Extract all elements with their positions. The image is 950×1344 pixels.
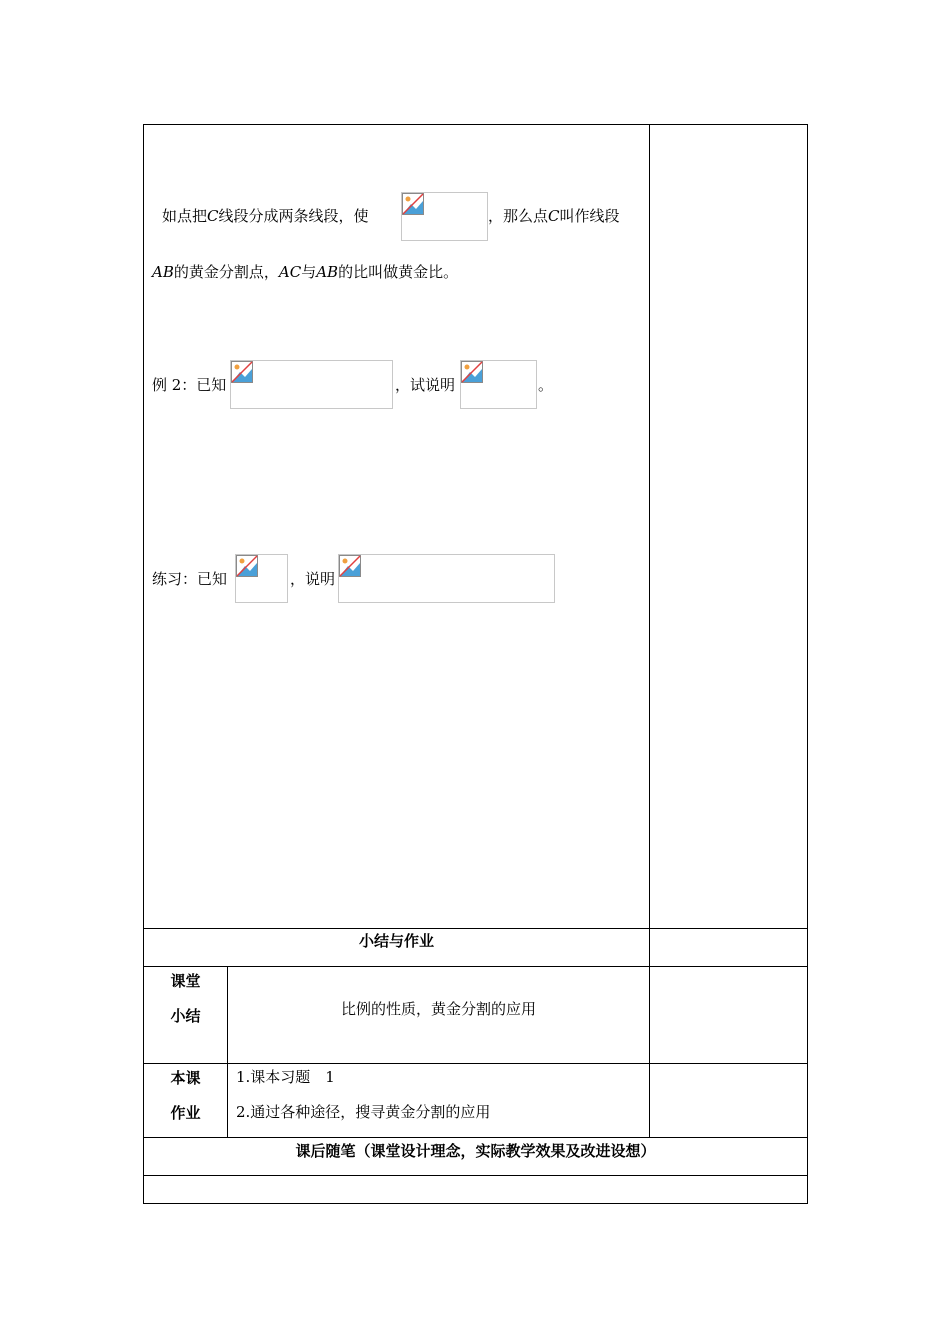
definition-line-1-end <box>488 206 620 226</box>
broken-image-icon <box>236 555 258 577</box>
practice-prefix: 练习：已知 <box>152 570 228 588</box>
class-summary-label-line2: 小结 <box>170 1007 201 1025</box>
formula-image-4 <box>235 554 288 603</box>
practice-mid: ，说明 <box>290 570 336 588</box>
summary-and-homework-header: 小结与作业 <box>358 932 434 950</box>
post-class-notes-header: 课后随笔（课堂设计理念，实际教学效果及改进设想） <box>295 1142 656 1160</box>
row-divider-notes-bottom <box>143 1175 808 1176</box>
example-2-mid: ，试说明 <box>395 376 456 394</box>
segment-ab-label-2: AB <box>316 263 339 281</box>
row-divider-summary-top <box>143 928 808 929</box>
class-summary-label-line1: 课堂 <box>170 972 201 990</box>
point-c-label-2: C <box>548 207 560 225</box>
segment-ab-label: AB <box>152 263 174 281</box>
example-2-prefix: 例 2：已知 <box>152 376 227 394</box>
table-top-border <box>143 124 808 125</box>
broken-image-icon <box>461 361 483 383</box>
definition-line-2-mid2: 与 <box>301 263 317 281</box>
definition-line-2-mid1: 的黄金分割点， <box>173 263 279 281</box>
formula-image-2 <box>230 360 393 409</box>
definition-prefix: 如点把 <box>162 207 208 225</box>
formula-image-3 <box>460 360 537 409</box>
definition-line-2 <box>152 262 458 282</box>
row-divider-summary-bottom <box>143 966 808 967</box>
definition-mid: 线段分成两条线段，使 <box>218 207 369 225</box>
row-divider-notes-top <box>143 1137 808 1138</box>
homework-label-line2: 作业 <box>170 1104 201 1122</box>
class-summary-content: 比例的性质，黄金分割的应用 <box>340 1000 536 1018</box>
broken-image-icon <box>339 555 361 577</box>
column-divider-label <box>227 966 228 1137</box>
homework-item-2: 2.通过各种途径，搜寻黄金分割的应用 <box>236 1103 491 1121</box>
definition-line-2-tail: 的比叫做黄金比。 <box>338 263 459 281</box>
table-right-border <box>807 124 808 1204</box>
definition-after-image: ，那么点 <box>488 207 549 225</box>
definition-line-1 <box>162 206 369 226</box>
table-left-border <box>143 124 144 1204</box>
homework-label-line1: 本课 <box>170 1069 201 1087</box>
formula-image-5 <box>338 554 555 603</box>
definition-tail: 叫作线段 <box>559 207 620 225</box>
segment-ac-label: AC <box>278 263 302 281</box>
formula-image-1 <box>401 192 488 241</box>
row-divider-homework-top <box>143 1063 808 1064</box>
column-divider-right <box>649 124 650 1138</box>
broken-image-icon <box>402 193 424 215</box>
broken-image-icon <box>231 361 253 383</box>
point-c-label: C <box>207 207 219 225</box>
homework-item-1: 1.课本习题 1 <box>236 1068 335 1086</box>
example-2-tail: 。 <box>538 376 554 394</box>
table-bottom-border <box>143 1203 808 1204</box>
